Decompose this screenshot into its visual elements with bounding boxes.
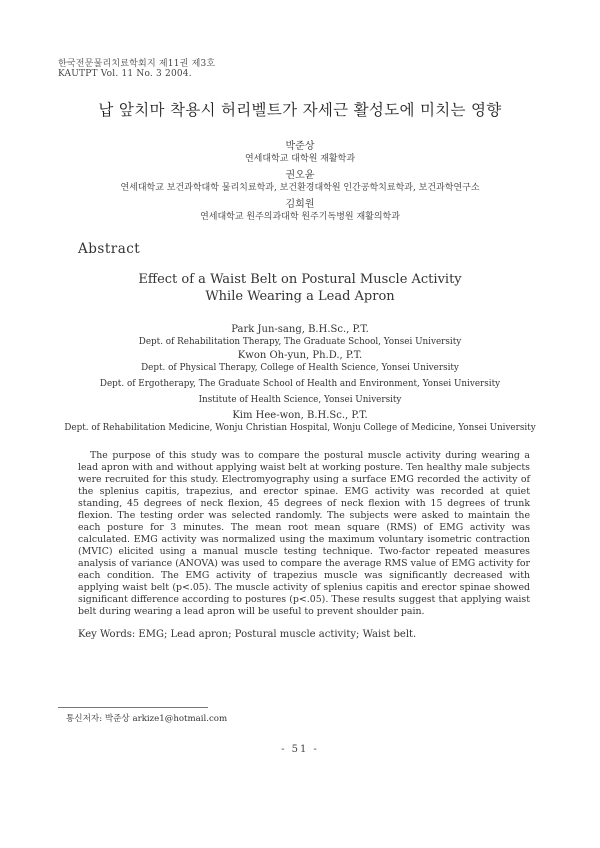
english-affiliation-1: Dept. of Rehabilitation Therapy, The Graduate School, Yonsei University	[138, 337, 462, 347]
english-author-3: Kim Hee-won, B.H.Sc., P.T.	[232, 410, 368, 421]
korean-title: 납 앞치마 착용시 허리벨트가 자세근 활성도에 미치는 영향	[98, 101, 502, 119]
abstract-heading: Abstract	[78, 241, 141, 257]
abstract-body: The purpose of this study was to compare the postural muscle activity during wearing a lead apron with and without applying waist belt at working posture. Ten healthy male subjects were recruited for this study. Electromyography using a surface EMG recorded the activity of the splenius capitis, trapezius, and erector spinae. EMG activity was recorded at quiet standing, 45 degrees of neck flexion, 45 degrees of neck flexion with 15 degrees of trunk flexion. The testing order was selected randomly. The subjects were asked to maintain the each posture for 3 minutes. The mean root mean square (RMS) of EMG activity was calculated. EMG activity was normalized using the maximum voluntary isometric contraction (MVIC) elicited using a manual muscle testing technique. Two-factor repeated measures analysis of variance (ANOVA) was used to compare the average RMS value of EMG activity for each condition. The EMG activity of trapezius muscle was significantly decreased with applying waist belt (p<.05). The muscle activity of splenius capitis and erector spinae showed significant difference according to postures (p<.05). These results suggest that applying waist belt during wearing a lead apron will be useful to prevent shoulder pain.	[78, 450, 530, 617]
english-affiliation-2a: Dept. of Physical Therapy, College of Health Science, Yonsei University	[141, 363, 459, 373]
english-author-2: Kwon Oh-yun, Ph.D., P.T.	[237, 350, 363, 361]
korean-author-2: 권오윤	[285, 170, 315, 181]
footnote-divider	[58, 707, 208, 708]
english-author-1: Park Jun-sang, B.H.Sc., P.T.	[231, 324, 369, 335]
english-affiliation-2c: Institute of Health Science, Yonsei University	[198, 395, 402, 405]
journal-volume-info: KAUTPT Vol. 11 No. 3 2004.	[58, 69, 192, 79]
journal-name-korean: 한국전문물리치료학회지 제11권 제3호	[58, 59, 216, 69]
korean-affiliation-2: 연세대학교 보건과학대학 물리치료학과, 보건환경대학원 인간공학치료학과, 보건과학연구소	[120, 183, 480, 193]
korean-affiliation-1: 연세대학교 대학원 재활학과	[244, 154, 356, 164]
english-title-line-1: Effect of a Waist Belt on Postural Muscle Activity	[138, 272, 462, 287]
english-affiliation-3: Dept. of Rehabilitation Medicine, Wonju Christian Hospital, Wonju College of Medicine, Yonsei University	[64, 423, 536, 433]
page-number: - 51 -	[281, 744, 319, 755]
corresponding-author-footnote: 통신저자: 박준상 arkize1@hotmail.com	[66, 714, 228, 724]
english-title-line-2: While Wearing a Lead Apron	[205, 289, 395, 304]
korean-author-3: 김희원	[285, 199, 315, 210]
korean-affiliation-3: 연세대학교 원주의과대학 원주기독병원 재활의학과	[200, 212, 400, 222]
english-affiliation-2b: Dept. of Ergotherapy, The Graduate School of Health and Environment, Yonsei University	[99, 379, 501, 389]
korean-author-1: 박준상	[285, 141, 315, 152]
keywords: Key Words: EMG; Lead apron; Postural muscle activity; Waist belt.	[78, 629, 417, 640]
